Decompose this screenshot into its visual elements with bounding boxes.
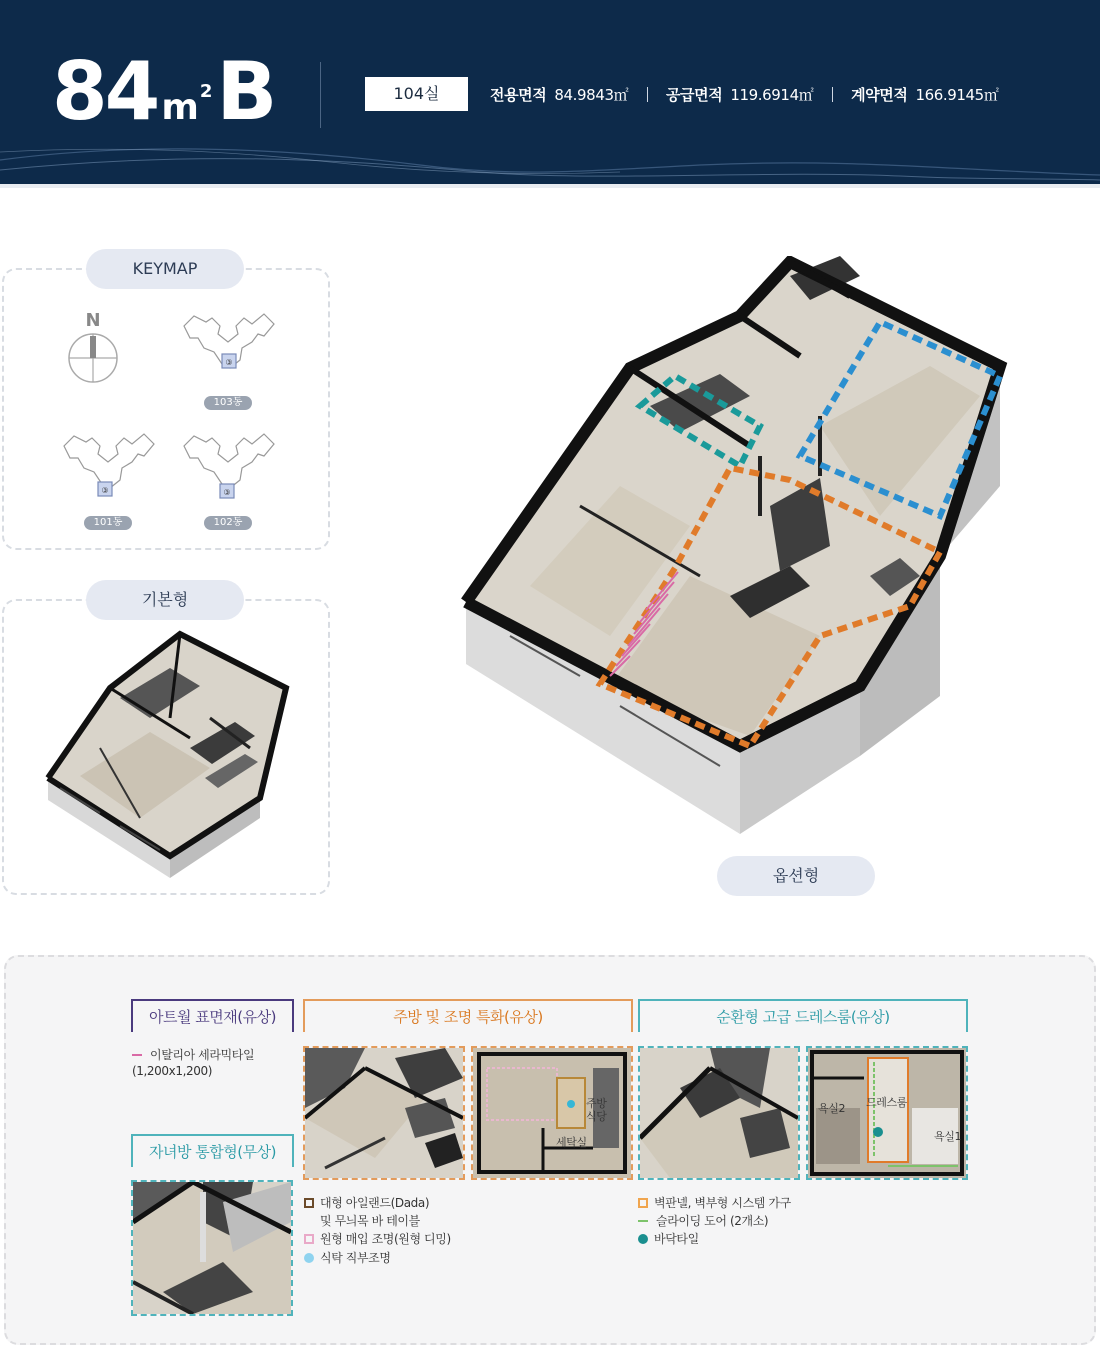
kids-room-option-title: 자녀방 통합형(무상) [131, 1134, 294, 1167]
kids-room-thumbnail [131, 1180, 293, 1316]
artwall-legend-size: (1,200x1,200) [132, 1064, 212, 1078]
kitchen-legend-table-light: 식탁 직부조명 [304, 1249, 391, 1266]
keymap-building-103 [178, 308, 278, 388]
option-floorplan-image [460, 256, 1020, 836]
kitchen-plan-label-kitchen: 주방 [586, 1097, 607, 1110]
svg-text:③: ③ [101, 486, 109, 495]
dressroom-legend-door: 슬라이딩 도어 (2개소) [638, 1212, 768, 1229]
kitchen-legend-island: 대형 아일랜드(Dada) [304, 1194, 429, 1211]
kitchen-plan-label-laundry: 세탁실 [556, 1136, 587, 1149]
dressroom-plan-label-bath1: 욕실1 [934, 1130, 962, 1143]
header-banner [0, 0, 1100, 184]
building-label-103: 103동 [204, 396, 252, 410]
unit-count-badge: 104실 [365, 77, 468, 111]
keymap-building-102 [178, 428, 278, 508]
basic-floorplan-image [40, 628, 290, 884]
kitchen-plan-label-dining: 식당 [586, 1110, 607, 1123]
unit-type-title: 84 $m^2B$ [52, 45, 278, 138]
kitchen-plan-thumbnail [471, 1046, 633, 1180]
artwall-legend-item: 이탈리아 세라믹타일 [132, 1046, 254, 1063]
keymap-panel [2, 268, 330, 550]
keymap-title: KEYMAP [86, 249, 244, 289]
keymap-building-101 [58, 428, 158, 508]
building-label-102: 102동 [204, 516, 252, 530]
svg-text:③: ③ [223, 488, 231, 497]
header-divider [320, 62, 321, 128]
compass-icon [66, 308, 120, 388]
building-label-101: 101동 [84, 516, 132, 530]
dressroom-legend-panel: 벽판넬, 벽부형 시스템 가구 [638, 1194, 791, 1211]
kitchen-option-title: 주방 및 조명 특화(유상) [303, 999, 633, 1032]
kitchen-legend-light: 원형 매입 조명(원형 디밍) [304, 1230, 451, 1247]
dressroom-plan-label-dress: 드레스룸 [866, 1096, 907, 1109]
svg-text:③: ③ [225, 358, 233, 367]
dressroom-3d-thumbnail [638, 1046, 800, 1180]
option-type-title: 옵션형 [717, 856, 875, 896]
artwall-option-title: 아트월 표면재(유상) [131, 999, 294, 1032]
kitchen-legend-bar: 및 무늬목 바 테이블 [320, 1214, 420, 1228]
svg-text:N: N [85, 310, 101, 331]
dressroom-legend-tile: 바닥타일 [638, 1230, 699, 1247]
area-info: 전용면적 84.9843㎡ 공급면적 119.6914㎡ 계약면적 166.9145㎡ [490, 86, 999, 104]
dressroom-plan-label-bath2: 욕실2 [818, 1102, 846, 1115]
basic-type-title: 기본형 [86, 580, 244, 620]
kitchen-3d-thumbnail [303, 1046, 465, 1180]
dressroom-option-title: 순환형 고급 드레스룸(유상) [638, 999, 968, 1032]
